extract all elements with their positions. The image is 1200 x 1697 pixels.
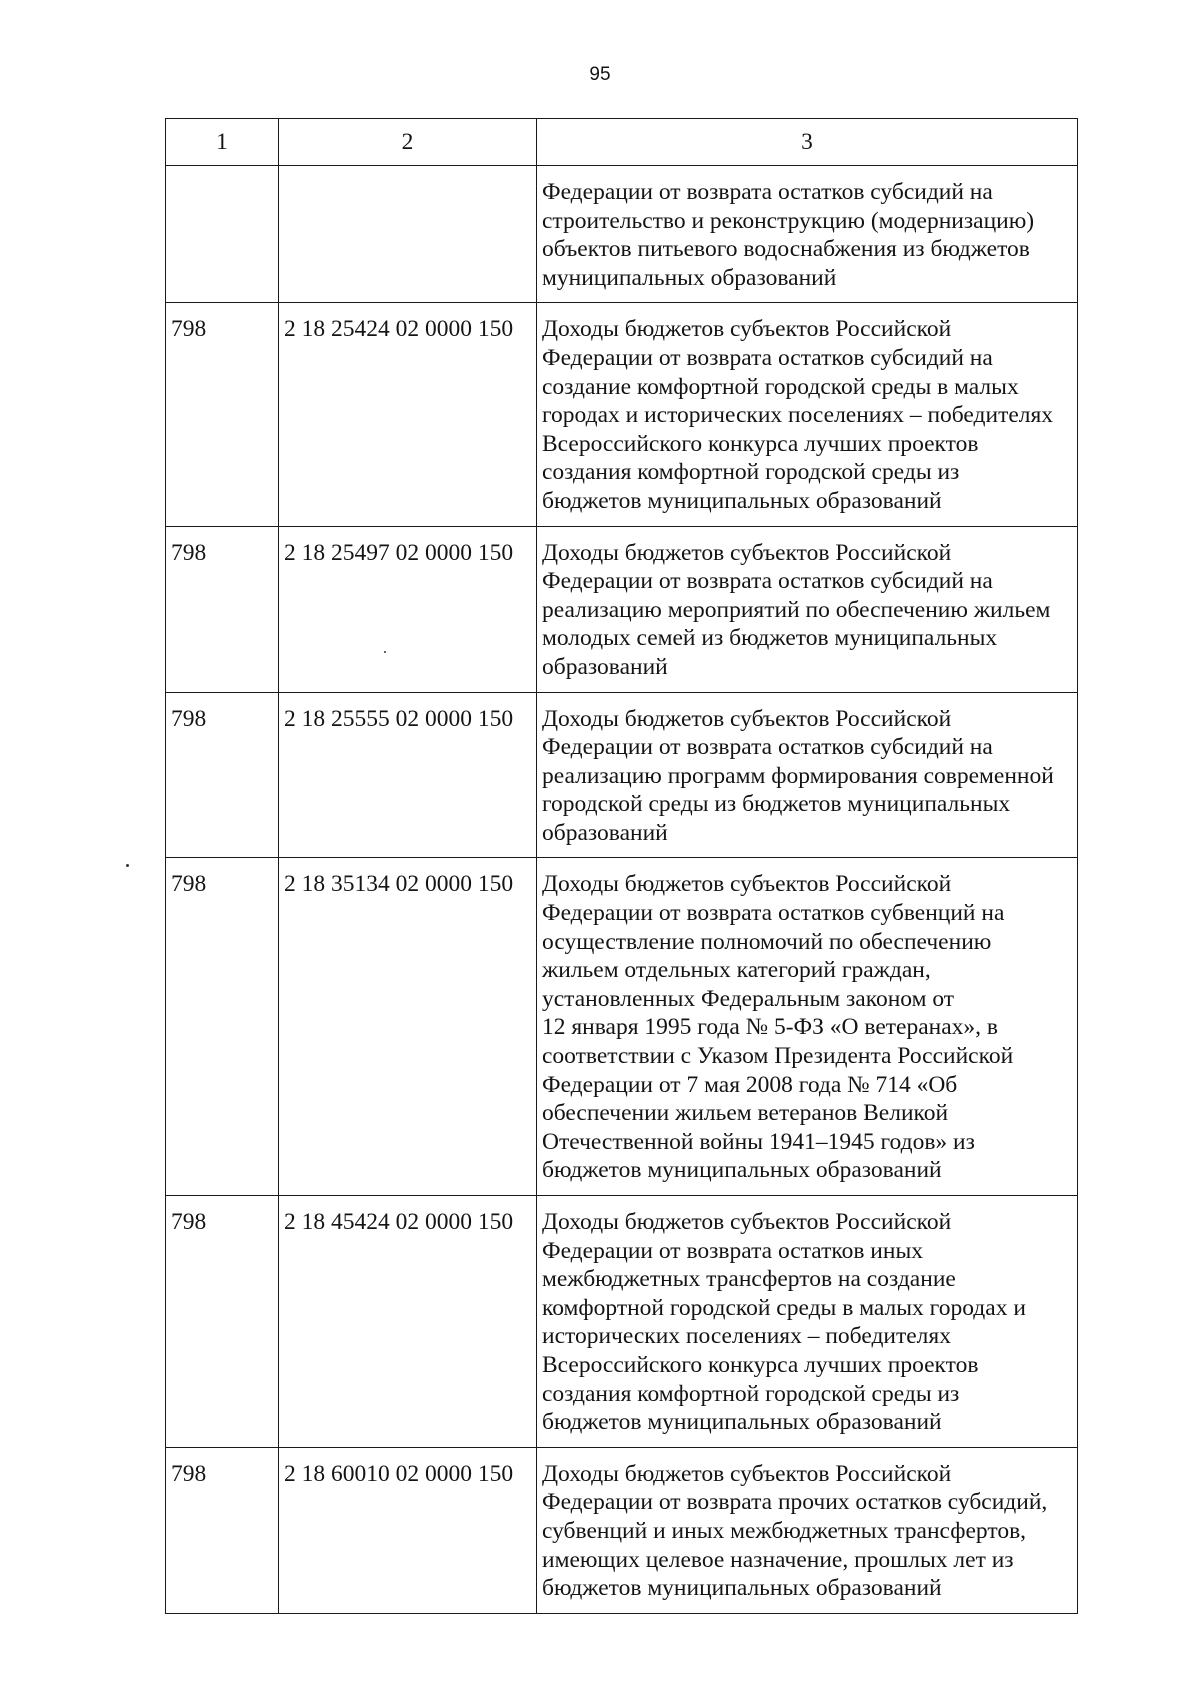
admin-code-cell: 798 bbox=[166, 1196, 279, 1448]
admin-code-cell: 798 bbox=[166, 692, 279, 858]
description-cell: Доходы бюджетов субъектов Российской Федерации от возврата остатков субсидий на реализацию программ формирования современной городской среды из бюджетов муниципальных образований bbox=[537, 692, 1078, 858]
description-cell: Доходы бюджетов субъектов Российской Федерации от возврата остатков субвенций на осуществление полномочий по обеспечению жильем отдельных категорий граждан, установленных Федеральным законом от 12 января 1995 года № 5-ФЗ «О ветеранах», в соответствии с Указом Президента Российской Федерации от 7 мая 2008 года № 714 «Об обеспечении жильем ветеранов Великой Отечественной войны 1941–1945 годов» из бюджетов муниципальных образований bbox=[537, 858, 1078, 1196]
table-row bbox=[166, 166, 1078, 303]
income-code-cell: 2 18 25424 02 0000 150 bbox=[279, 303, 537, 526]
admin-code-cell: 798 bbox=[166, 303, 279, 526]
admin-code-cell: 798 bbox=[166, 1447, 279, 1613]
income-code-cell: 2 18 25555 02 0000 150 bbox=[279, 692, 537, 858]
admin-code-cell: 798 bbox=[166, 858, 279, 1196]
income-code-cell: 2 18 25497 02 0000 150 bbox=[279, 526, 537, 692]
description-cell: Доходы бюджетов субъектов Российской Федерации от возврата остатков субсидий на создание комфортной городской среды в малых городах и исторических поселениях – победителях Всероссийского конкурса лучших проектов создания комфортной городской среды из бюджетов муниципальных образований bbox=[537, 303, 1078, 526]
description-cell: Доходы бюджетов субъектов Российской Федерации от возврата прочих остатков субсидий, субвенций и иных межбюджетных трансфертов, имеющих целевое назначение, прошлых лет из бюджетов муниципальных образований bbox=[537, 1447, 1078, 1613]
scan-speck bbox=[126, 864, 129, 867]
admin-code-cell bbox=[166, 166, 279, 303]
income-code-cell: 2 18 60010 02 0000 150 bbox=[279, 1447, 537, 1613]
table-row bbox=[166, 1196, 1078, 1448]
column-header-3: 3 bbox=[537, 119, 1078, 166]
table-row bbox=[166, 1447, 1078, 1613]
income-code-cell: 2 18 35134 02 0000 150 bbox=[279, 858, 537, 1196]
page-number: 95 bbox=[589, 64, 611, 85]
income-code-cell: 2 18 45424 02 0000 150 bbox=[279, 1196, 537, 1448]
table-row bbox=[166, 692, 1078, 858]
table-row bbox=[166, 526, 1078, 692]
description-cell: Федерации от возврата остатков субсидий на строительство и реконструкцию (модернизацию) объектов питьевого водоснабжения из бюджетов муниципальных образований bbox=[537, 166, 1078, 303]
table-row bbox=[166, 858, 1078, 1196]
budget-codes-table bbox=[165, 118, 1078, 1614]
description-cell: Доходы бюджетов субъектов Российской Федерации от возврата остатков иных межбюджетных трансфертов на создание комфортной городской среды в малых городах и исторических поселениях – победителях Всероссийского конкурса лучших проектов создания комфортной городской среды из бюджетов муниципальных образований bbox=[537, 1196, 1078, 1448]
table-header-row bbox=[166, 119, 1078, 166]
admin-code-cell: 798 bbox=[166, 526, 279, 692]
income-code-cell bbox=[279, 166, 537, 303]
description-cell: Доходы бюджетов субъектов Российской Федерации от возврата остатков субсидий на реализацию мероприятий по обеспечению жильем молодых семей из бюджетов муниципальных образований bbox=[537, 526, 1078, 692]
column-header-1: 1 bbox=[166, 119, 279, 166]
scan-speck bbox=[384, 651, 386, 653]
table-row bbox=[166, 303, 1078, 526]
column-header-2: 2 bbox=[279, 119, 537, 166]
